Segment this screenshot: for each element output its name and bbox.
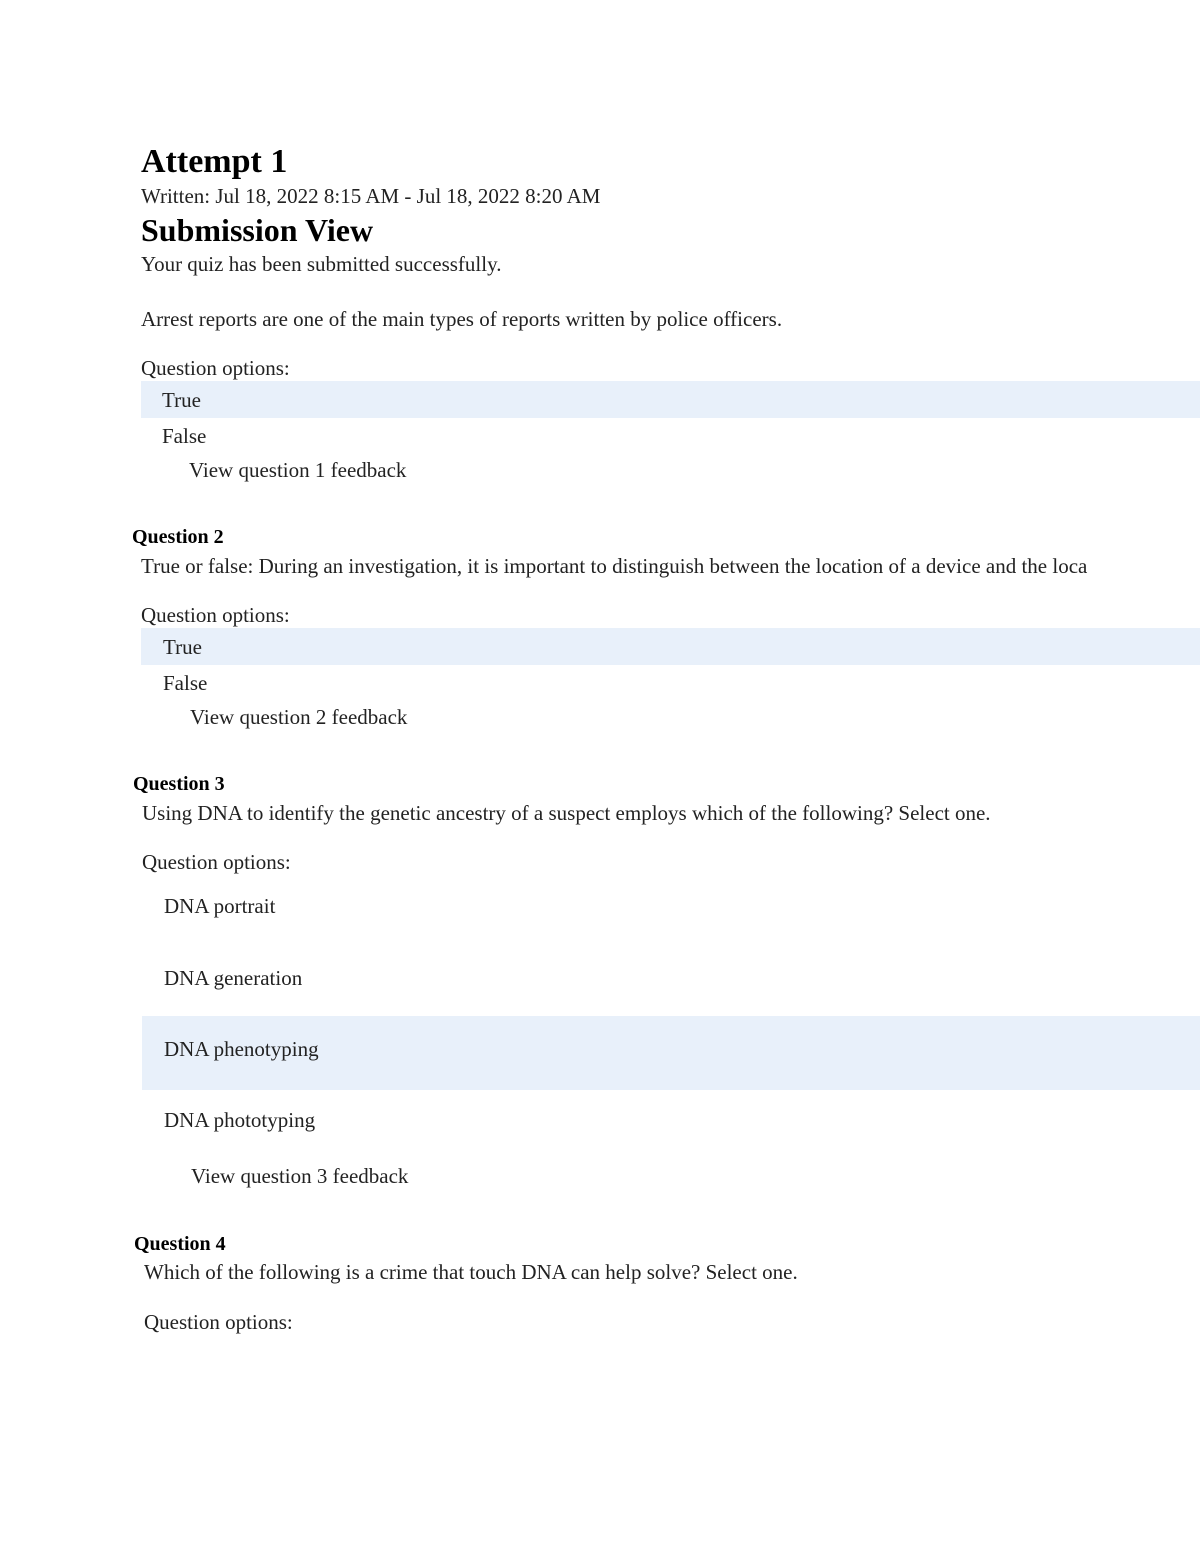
question-1-option-false: False xyxy=(162,424,207,448)
question-2-heading: Question 2 xyxy=(132,526,224,548)
question-3-options-label: Question options: xyxy=(142,850,291,874)
question-3-feedback-link[interactable]: View question 3 feedback xyxy=(191,1164,409,1188)
question-3-option-dna-phenotyping: DNA phenotyping xyxy=(164,1037,319,1061)
question-1-option-true: True xyxy=(162,388,201,412)
attempt-title: Attempt 1 xyxy=(141,143,288,180)
question-2-selected-highlight xyxy=(141,628,1200,665)
submission-message: Your quiz has been submitted successfully. xyxy=(141,252,502,276)
question-1-selected-highlight xyxy=(141,381,1200,418)
question-2-feedback-link[interactable]: View question 2 feedback xyxy=(190,705,408,729)
question-4-text: Which of the following is a crime that touch DNA can help solve? Select one. xyxy=(144,1260,798,1284)
attempt-written-time: Written: Jul 18, 2022 8:15 AM - Jul 18, 2022 8:20 AM xyxy=(141,184,601,208)
question-4-options-label: Question options: xyxy=(144,1310,293,1334)
question-1-text: Arrest reports are one of the main types of reports written by police officers. xyxy=(141,307,783,331)
question-1-options-label: Question options: xyxy=(141,356,290,380)
question-2-option-false: False xyxy=(163,671,208,695)
question-2-text: True or false: During an investigation, it is important to distinguish between the location of a device and the loca xyxy=(141,554,1088,578)
question-2-options-label: Question options: xyxy=(141,603,290,627)
submission-view-title: Submission View xyxy=(141,212,374,248)
question-3-option-dna-generation: DNA generation xyxy=(164,966,303,990)
question-3-heading: Question 3 xyxy=(133,773,225,795)
question-3-option-dna-portrait: DNA portrait xyxy=(164,894,276,918)
question-2-option-true: True xyxy=(163,635,202,659)
question-4-heading: Question 4 xyxy=(134,1233,226,1255)
question-1-feedback-link[interactable]: View question 1 feedback xyxy=(189,458,407,482)
question-3-option-dna-phototyping: DNA phototyping xyxy=(164,1108,316,1132)
question-3-text: Using DNA to identify the genetic ancestry of a suspect employs which of the following? Select one. xyxy=(142,801,991,825)
